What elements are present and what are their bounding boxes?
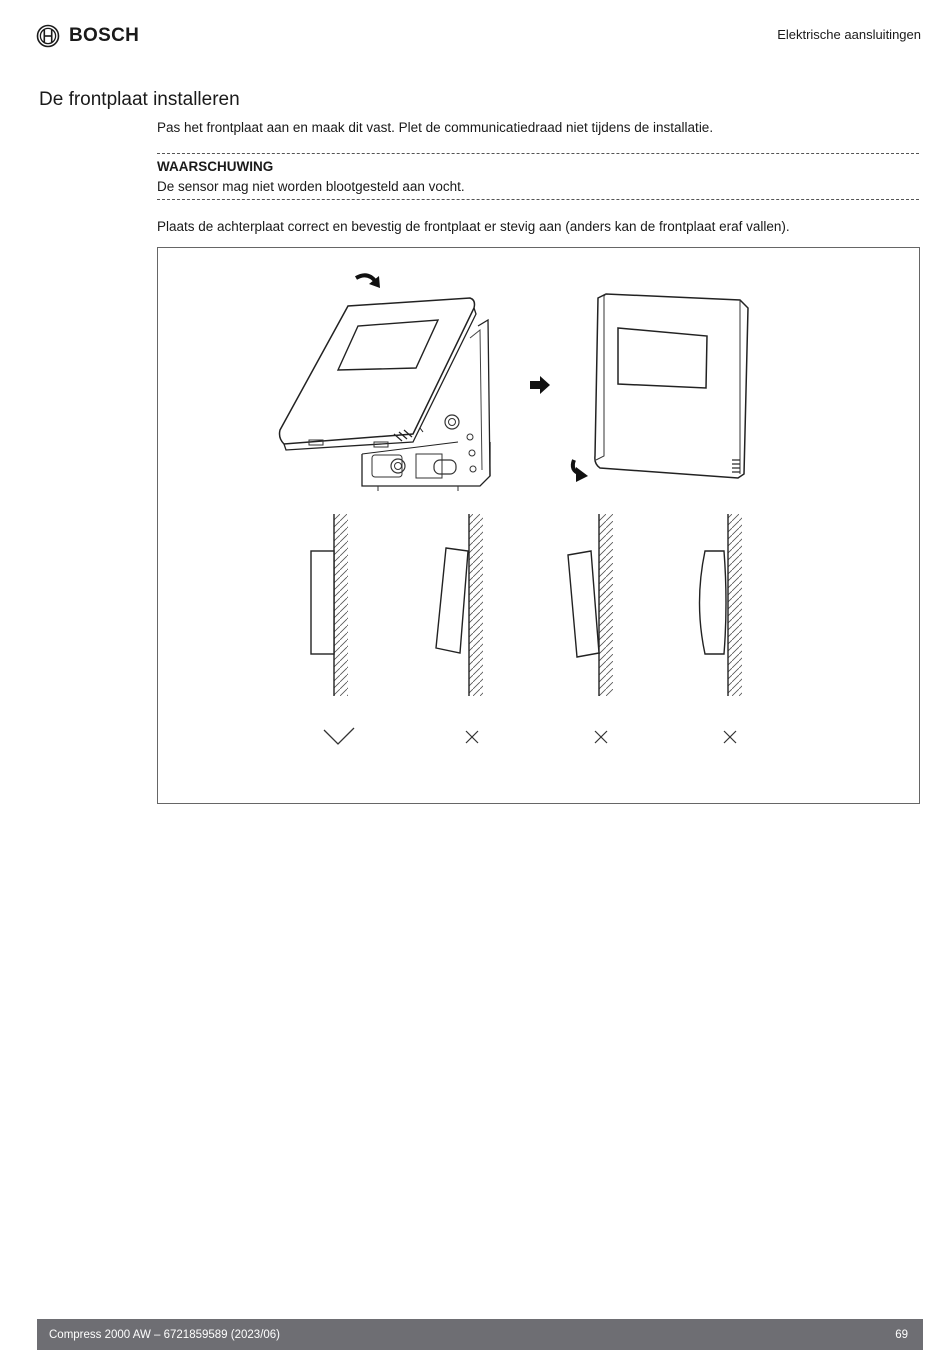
footer-bar <box>37 1319 923 1350</box>
arrow-right-icon <box>530 376 550 394</box>
step-tilt-illustration <box>280 275 491 491</box>
step-installed-illustration <box>573 294 748 482</box>
warning-box <box>157 153 919 200</box>
bosch-armature-icon <box>36 24 60 48</box>
section-header: Elektrische aansluitingen <box>777 27 921 42</box>
cross-icon <box>724 731 736 743</box>
page-number: 69 <box>895 1328 908 1341</box>
intro-text: Pas het frontplaat aan en maak dit vast. Plet de communicatiedraad niet tijdens de installatie. <box>157 120 714 135</box>
footer-document-id: Compress 2000 AW – 6721859589 (2023/06) <box>49 1328 281 1341</box>
instruction-text: Plaats de achterplaat correct en bevestig de frontplaat er stevig aan (anders kan de frontplaat eraf vallen). <box>157 219 790 234</box>
page-title: De frontplaat installeren <box>39 89 240 110</box>
installation-figure <box>157 247 920 804</box>
checkmark-icon <box>324 728 354 744</box>
warning-title: WAARSCHUWING <box>157 159 274 174</box>
warning-text: De sensor mag niet worden blootgesteld aan vocht. <box>157 179 465 194</box>
cross-icon <box>466 731 478 743</box>
cross-icon <box>595 731 607 743</box>
mounting-flush <box>311 514 348 696</box>
installation-illustration <box>158 248 921 805</box>
mounting-tilted-inward <box>568 514 613 696</box>
mounting-curved <box>700 514 743 696</box>
mounting-tilted-away <box>436 514 483 696</box>
brand-name: BOSCH <box>69 25 140 46</box>
header-brand <box>36 24 139 48</box>
